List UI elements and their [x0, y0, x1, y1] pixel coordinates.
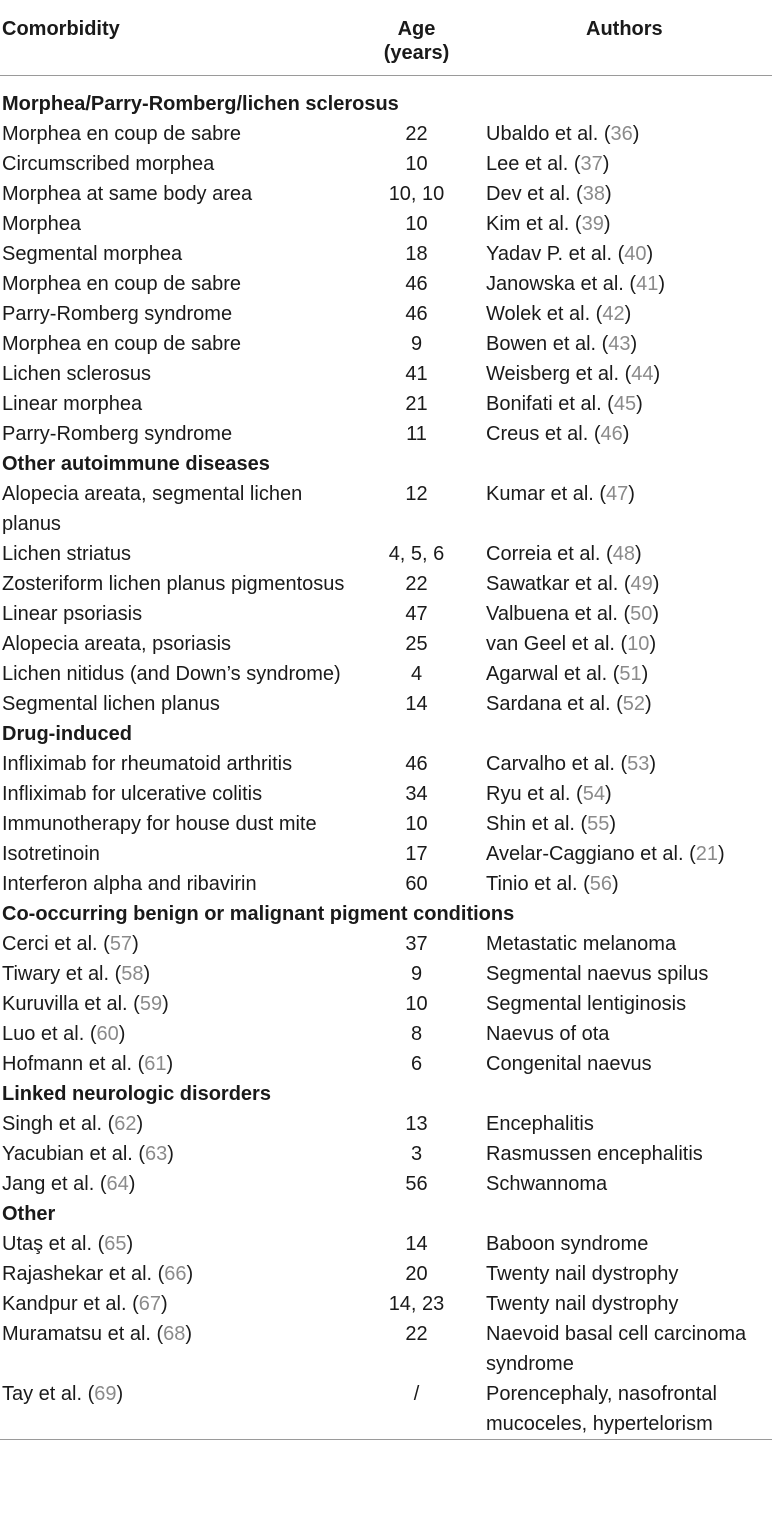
table-row: [0, 839, 772, 869]
cell-age: 34: [405, 783, 428, 805]
author-name: Utaş et al. (: [2, 1233, 105, 1255]
cell-col1: [0, 1049, 355, 1079]
table-row: [0, 1319, 772, 1379]
cell-col3: [478, 599, 772, 629]
cell-age: 21: [405, 393, 428, 415]
reference-number: 47: [606, 483, 629, 505]
reference-number: 48: [612, 543, 635, 565]
table-row: [0, 299, 772, 329]
section-title: Drug-induced: [2, 723, 132, 745]
reference-close: ): [118, 1023, 126, 1045]
table-row: [0, 479, 772, 539]
reference-close: ): [630, 333, 638, 355]
cell-col3: Twenty nail dystrophy: [486, 1263, 679, 1285]
reference-close: ): [622, 423, 630, 445]
section-header-row: [0, 899, 772, 929]
reference-close: ): [645, 693, 652, 715]
reference-number: 43: [608, 333, 631, 355]
cell-age: 20: [405, 1263, 428, 1285]
cell-col3: Twenty nail dystrophy: [486, 1293, 679, 1315]
author-name: Cerci et al. (: [2, 933, 110, 955]
table-row: [0, 179, 772, 209]
table-row: [0, 269, 772, 299]
cell-col1: Alopecia areata, segmental lichen planus: [2, 483, 303, 535]
header-age-line1: Age: [397, 18, 436, 40]
cell-col1: [0, 1319, 355, 1379]
cell-col1: [0, 1259, 355, 1289]
cell-col1: Morphea at same body area: [2, 183, 253, 205]
table-row: [0, 539, 772, 569]
cell-col1: Morphea en coup de sabre: [2, 273, 242, 295]
cell-col3: [478, 779, 772, 809]
table-row: [0, 629, 772, 659]
cell-col3: Congenital naevus: [486, 1053, 652, 1075]
table-row: [0, 779, 772, 809]
cell-col1: Infliximab for ulcerative colitis: [2, 783, 263, 805]
reference-number: 51: [619, 663, 642, 685]
cell-col3: [478, 329, 772, 359]
cell-age: 41: [405, 363, 428, 385]
cell-col3: Rasmussen encephalitis: [486, 1143, 703, 1165]
cell-col1: Zosteriform lichen planus pigmentosus: [2, 573, 345, 595]
cell-col3: [478, 539, 772, 569]
reference-close: ): [116, 1383, 124, 1405]
reference-number: 45: [613, 393, 637, 415]
cell-col3: [478, 149, 772, 179]
reference-close: ): [604, 183, 612, 205]
cell-col3: Naevoid basal cell carcinoma syndrome: [486, 1323, 747, 1375]
section-header-row: [0, 1199, 772, 1229]
cell-age: 4: [410, 663, 423, 685]
table-row: [0, 959, 772, 989]
section-title: Linked neurologic disorders: [2, 1083, 271, 1105]
reference-number: 61: [144, 1053, 167, 1075]
section-header-row: [0, 449, 772, 479]
section-title: Co-occurring benign or malignant pigment conditions: [2, 903, 515, 925]
table-row: [0, 1019, 772, 1049]
cell-age: 46: [405, 303, 428, 325]
cell-col1: [0, 1109, 355, 1139]
cell-age: 12: [405, 483, 428, 505]
cell-col3: [478, 209, 772, 239]
reference-number: 64: [106, 1173, 129, 1195]
cell-age: 9: [410, 333, 423, 355]
cell-col3: [478, 479, 772, 539]
header-age-line2: (years): [383, 42, 450, 64]
table-row: [0, 419, 772, 449]
reference-number: 60: [96, 1023, 119, 1045]
author-name: Sardana et al. (: [486, 693, 623, 715]
section-header-row: [0, 1079, 772, 1109]
cell-age: 22: [405, 1323, 428, 1345]
cell-col3: Naevus of ota: [486, 1023, 610, 1045]
reference-close: ): [634, 543, 642, 565]
table-row: [0, 659, 772, 689]
cell-col3: [478, 839, 772, 869]
reference-close: ): [628, 483, 635, 505]
cell-col3: [478, 749, 772, 779]
cell-age: 14: [405, 1233, 428, 1255]
reference-number: 41: [636, 273, 659, 295]
reference-number: 42: [602, 303, 625, 325]
table-row: [0, 149, 772, 179]
reference-number: 53: [627, 753, 650, 775]
author-name: Ubaldo et al. (: [486, 123, 611, 145]
cell-age: 6: [410, 1053, 423, 1075]
reference-close: ): [186, 1263, 194, 1285]
reference-close: ): [132, 933, 139, 955]
table-row: [0, 1379, 772, 1440]
reference-close: ): [185, 1323, 193, 1345]
reference-close: ): [653, 363, 661, 385]
cell-col3: [478, 299, 772, 329]
cell-age: 3: [410, 1143, 423, 1165]
reference-close: ): [652, 603, 660, 625]
cell-col1: [0, 929, 355, 959]
reference-number: 62: [114, 1113, 137, 1135]
reference-close: ): [718, 843, 725, 865]
reference-number: 55: [587, 813, 610, 835]
cell-col1: Circumscribed morphea: [2, 153, 215, 175]
cell-col1: [0, 1379, 355, 1440]
reference-close: ): [128, 1173, 136, 1195]
reference-number: 66: [164, 1263, 187, 1285]
cell-col3: [478, 269, 772, 299]
author-name: Janowska et al. (: [486, 273, 637, 295]
cell-col1: [0, 1169, 355, 1199]
author-name: Shin et al. (: [486, 813, 588, 835]
cell-col3: Porencephaly, nasofrontal mucoceles, hypertelorism: [486, 1383, 717, 1435]
cell-col3: [478, 659, 772, 689]
reference-number: 52: [622, 693, 645, 715]
author-name: Kuruvilla et al. (: [2, 993, 140, 1015]
reference-number: 58: [121, 963, 144, 985]
reference-close: ): [649, 633, 657, 655]
cell-col3: [478, 869, 772, 899]
reference-close: ): [161, 1293, 168, 1315]
reference-close: ): [636, 393, 643, 415]
author-name: Dev et al. (: [486, 183, 583, 205]
cell-col1: Segmental morphea: [2, 243, 183, 265]
cell-col3: [478, 179, 772, 209]
cell-age: 56: [405, 1173, 428, 1195]
cell-age: 14, 23: [388, 1293, 445, 1315]
author-name: Yacubian et al. (: [2, 1143, 146, 1165]
author-name: Ryu et al. (: [486, 783, 583, 805]
reference-number: 57: [109, 933, 133, 955]
cell-age: 10: [405, 993, 428, 1015]
reference-close: ): [602, 153, 610, 175]
reference-close: ): [604, 783, 612, 805]
cell-col1: [0, 1019, 355, 1049]
cell-age: 10: [405, 153, 428, 175]
reference-number: 49: [630, 573, 653, 595]
reference-close: ): [167, 1143, 174, 1165]
cell-col1: Morphea en coup de sabre: [2, 123, 242, 145]
reference-number: 40: [624, 243, 647, 265]
cell-age: 13: [405, 1113, 428, 1135]
author-name: Weisberg et al. (: [486, 363, 632, 385]
cell-age: 11: [406, 423, 427, 445]
author-name: Wolek et al. (: [486, 303, 603, 325]
author-name: Kim et al. (: [486, 213, 582, 235]
reference-number: 56: [589, 873, 612, 895]
cell-age: 14: [405, 693, 428, 715]
table-row: [0, 929, 772, 959]
table-row: [0, 389, 772, 419]
cell-col3: Segmental lentiginosis: [486, 993, 687, 1015]
cell-col1: [0, 959, 355, 989]
author-name: Tay et al. (: [2, 1383, 95, 1405]
reference-number: 63: [145, 1143, 168, 1165]
reference-close: ): [612, 873, 619, 895]
author-name: Rajashekar et al. (: [2, 1263, 165, 1285]
section-header-row: [0, 719, 772, 749]
reference-number: 36: [610, 123, 633, 145]
table-row: [0, 689, 772, 719]
cell-age: 25: [405, 633, 428, 655]
reference-close: ): [166, 1053, 174, 1075]
table-row: [0, 359, 772, 389]
reference-number: 44: [631, 363, 654, 385]
reference-close: ): [646, 243, 654, 265]
table-row: [0, 1289, 772, 1319]
cell-col1: Immunotherapy for house dust mite: [2, 813, 317, 835]
author-name: Muramatsu et al. (: [2, 1323, 164, 1345]
cell-col1: [0, 1289, 355, 1319]
cell-col3: [478, 359, 772, 389]
cell-age: 10, 10: [388, 183, 445, 205]
author-name: Kumar et al. (: [486, 483, 607, 505]
table-row: [0, 569, 772, 599]
cell-col3: Segmental naevus spilus: [486, 963, 709, 985]
header-comorbidity: Comorbidity: [0, 0, 355, 76]
table-row: [0, 209, 772, 239]
reference-close: ): [143, 963, 151, 985]
table-row: [0, 1139, 772, 1169]
author-name: Lee et al. (: [486, 153, 581, 175]
cell-age: 4, 5, 6: [388, 543, 445, 565]
cell-age: 37: [405, 933, 428, 955]
reference-number: 65: [104, 1233, 127, 1255]
table-row: [0, 329, 772, 359]
cell-col1: Segmental lichen planus: [2, 693, 220, 715]
cell-col3: Encephalitis: [486, 1113, 594, 1135]
cell-col1: Linear psoriasis: [2, 603, 143, 625]
reference-close: ): [126, 1233, 134, 1255]
reference-number: 39: [581, 213, 604, 235]
reference-number: 10: [627, 633, 650, 655]
author-name: Bonifati et al. (: [486, 393, 614, 415]
cell-col3: [478, 239, 772, 269]
table-row: [0, 1229, 772, 1259]
reference-number: 46: [600, 423, 623, 445]
author-name: Avelar-Caggiano et al. (: [486, 843, 696, 865]
cell-age: 60: [405, 873, 428, 895]
reference-close: ): [658, 273, 665, 295]
table-row: [0, 749, 772, 779]
cell-col3: Metastatic melanoma: [486, 933, 677, 955]
section-title: Other: [2, 1203, 56, 1225]
reference-close: ): [136, 1113, 144, 1135]
cell-col3: [478, 629, 772, 659]
table-row: [0, 119, 772, 149]
table-header: [0, 0, 772, 76]
author-name: Luo et al. (: [2, 1023, 97, 1045]
author-name: Tiwary et al. (: [2, 963, 122, 985]
reference-number: 54: [582, 783, 605, 805]
cell-col1: Infliximab for rheumatoid arthritis: [2, 753, 293, 775]
cell-col1: Alopecia areata, psoriasis: [2, 633, 232, 655]
reference-number: 67: [138, 1293, 161, 1315]
cell-col1: Lichen sclerosus: [2, 363, 151, 385]
author-name: Singh et al. (: [2, 1113, 115, 1135]
author-name: van Geel et al. (: [486, 633, 628, 655]
cell-col3: Schwannoma: [486, 1173, 608, 1195]
cell-age: 22: [405, 123, 428, 145]
table-row: [0, 1049, 772, 1079]
table-row: [0, 599, 772, 629]
reference-number: 68: [163, 1323, 186, 1345]
author-name: Jang et al. (: [2, 1173, 107, 1195]
cell-age: 47: [405, 603, 428, 625]
header-authors: Authors: [478, 0, 772, 76]
reference-number: 38: [582, 183, 605, 205]
reference-number: 21: [695, 843, 718, 865]
cell-age: 9: [410, 963, 423, 985]
reference-close: ): [652, 573, 660, 595]
cell-col1: Morphea en coup de sabre: [2, 333, 242, 355]
cell-col1: [0, 1139, 355, 1169]
cell-col3: [478, 569, 772, 599]
cell-col1: Parry-Romberg syndrome: [2, 423, 233, 445]
cell-col1: Isotretinoin: [2, 843, 100, 865]
table-row: [0, 1259, 772, 1289]
reference-close: ): [649, 753, 657, 775]
reference-number: 69: [94, 1383, 117, 1405]
reference-number: 37: [580, 153, 603, 175]
cell-age: 18: [405, 243, 428, 265]
cell-col1: [0, 989, 355, 1019]
cell-age: 10: [405, 213, 428, 235]
table-row: [0, 1169, 772, 1199]
author-name: Kandpur et al. (: [2, 1293, 139, 1315]
cell-col3: [478, 119, 772, 149]
cell-col1: Interferon alpha and ribavirin: [2, 873, 257, 895]
reference-close: ): [632, 123, 640, 145]
author-name: Creus et al. (: [486, 423, 601, 445]
section-header-row: [0, 76, 772, 120]
table-row: [0, 869, 772, 899]
author-name: Sawatkar et al. (: [486, 573, 631, 595]
cell-age: /: [413, 1383, 420, 1405]
header-age: [355, 0, 478, 76]
cell-col1: Parry-Romberg syndrome: [2, 303, 233, 325]
table-row: [0, 989, 772, 1019]
reference-close: ): [641, 663, 649, 685]
author-name: Correia et al. (: [486, 543, 613, 565]
cell-col3: [478, 689, 772, 719]
author-name: Carvalho et al. (: [486, 753, 628, 775]
cell-col1: Lichen nitidus (and Down’s syndrome): [2, 663, 341, 685]
reference-close: ): [609, 813, 617, 835]
author-name: Yadav P. et al. (: [486, 243, 625, 265]
reference-close: ): [624, 303, 632, 325]
cell-age: 17: [405, 843, 428, 865]
cell-col1: Morphea: [2, 213, 81, 235]
section-title: Other autoimmune diseases: [2, 453, 270, 475]
author-name: Bowen et al. (: [486, 333, 609, 355]
table-row: [0, 1109, 772, 1139]
cell-age: 46: [405, 273, 428, 295]
author-name: Valbuena et al. (: [486, 603, 631, 625]
cell-age: 10: [405, 813, 428, 835]
cell-col1: Linear morphea: [2, 393, 143, 415]
reference-close: ): [603, 213, 611, 235]
author-name: Agarwal et al. (: [486, 663, 620, 685]
section-title: Morphea/Parry-Romberg/lichen sclerosus: [2, 93, 399, 115]
cell-age: 46: [405, 753, 428, 775]
reference-number: 50: [630, 603, 653, 625]
cell-col1: [0, 1229, 355, 1259]
cell-col1: Lichen striatus: [2, 543, 131, 565]
cell-col3: [478, 419, 772, 449]
table-body: [0, 76, 772, 1440]
reference-number: 59: [139, 993, 163, 1015]
table-row: [0, 239, 772, 269]
author-name: Tinio et al. (: [486, 873, 590, 895]
reference-close: ): [162, 993, 169, 1015]
cell-col3: [478, 389, 772, 419]
cell-age: 8: [410, 1023, 423, 1045]
table-row: [0, 809, 772, 839]
cell-col3: Baboon syndrome: [486, 1233, 649, 1255]
cell-col3: [478, 809, 772, 839]
author-name: Hofmann et al. (: [2, 1053, 145, 1075]
cell-age: 22: [405, 573, 428, 595]
